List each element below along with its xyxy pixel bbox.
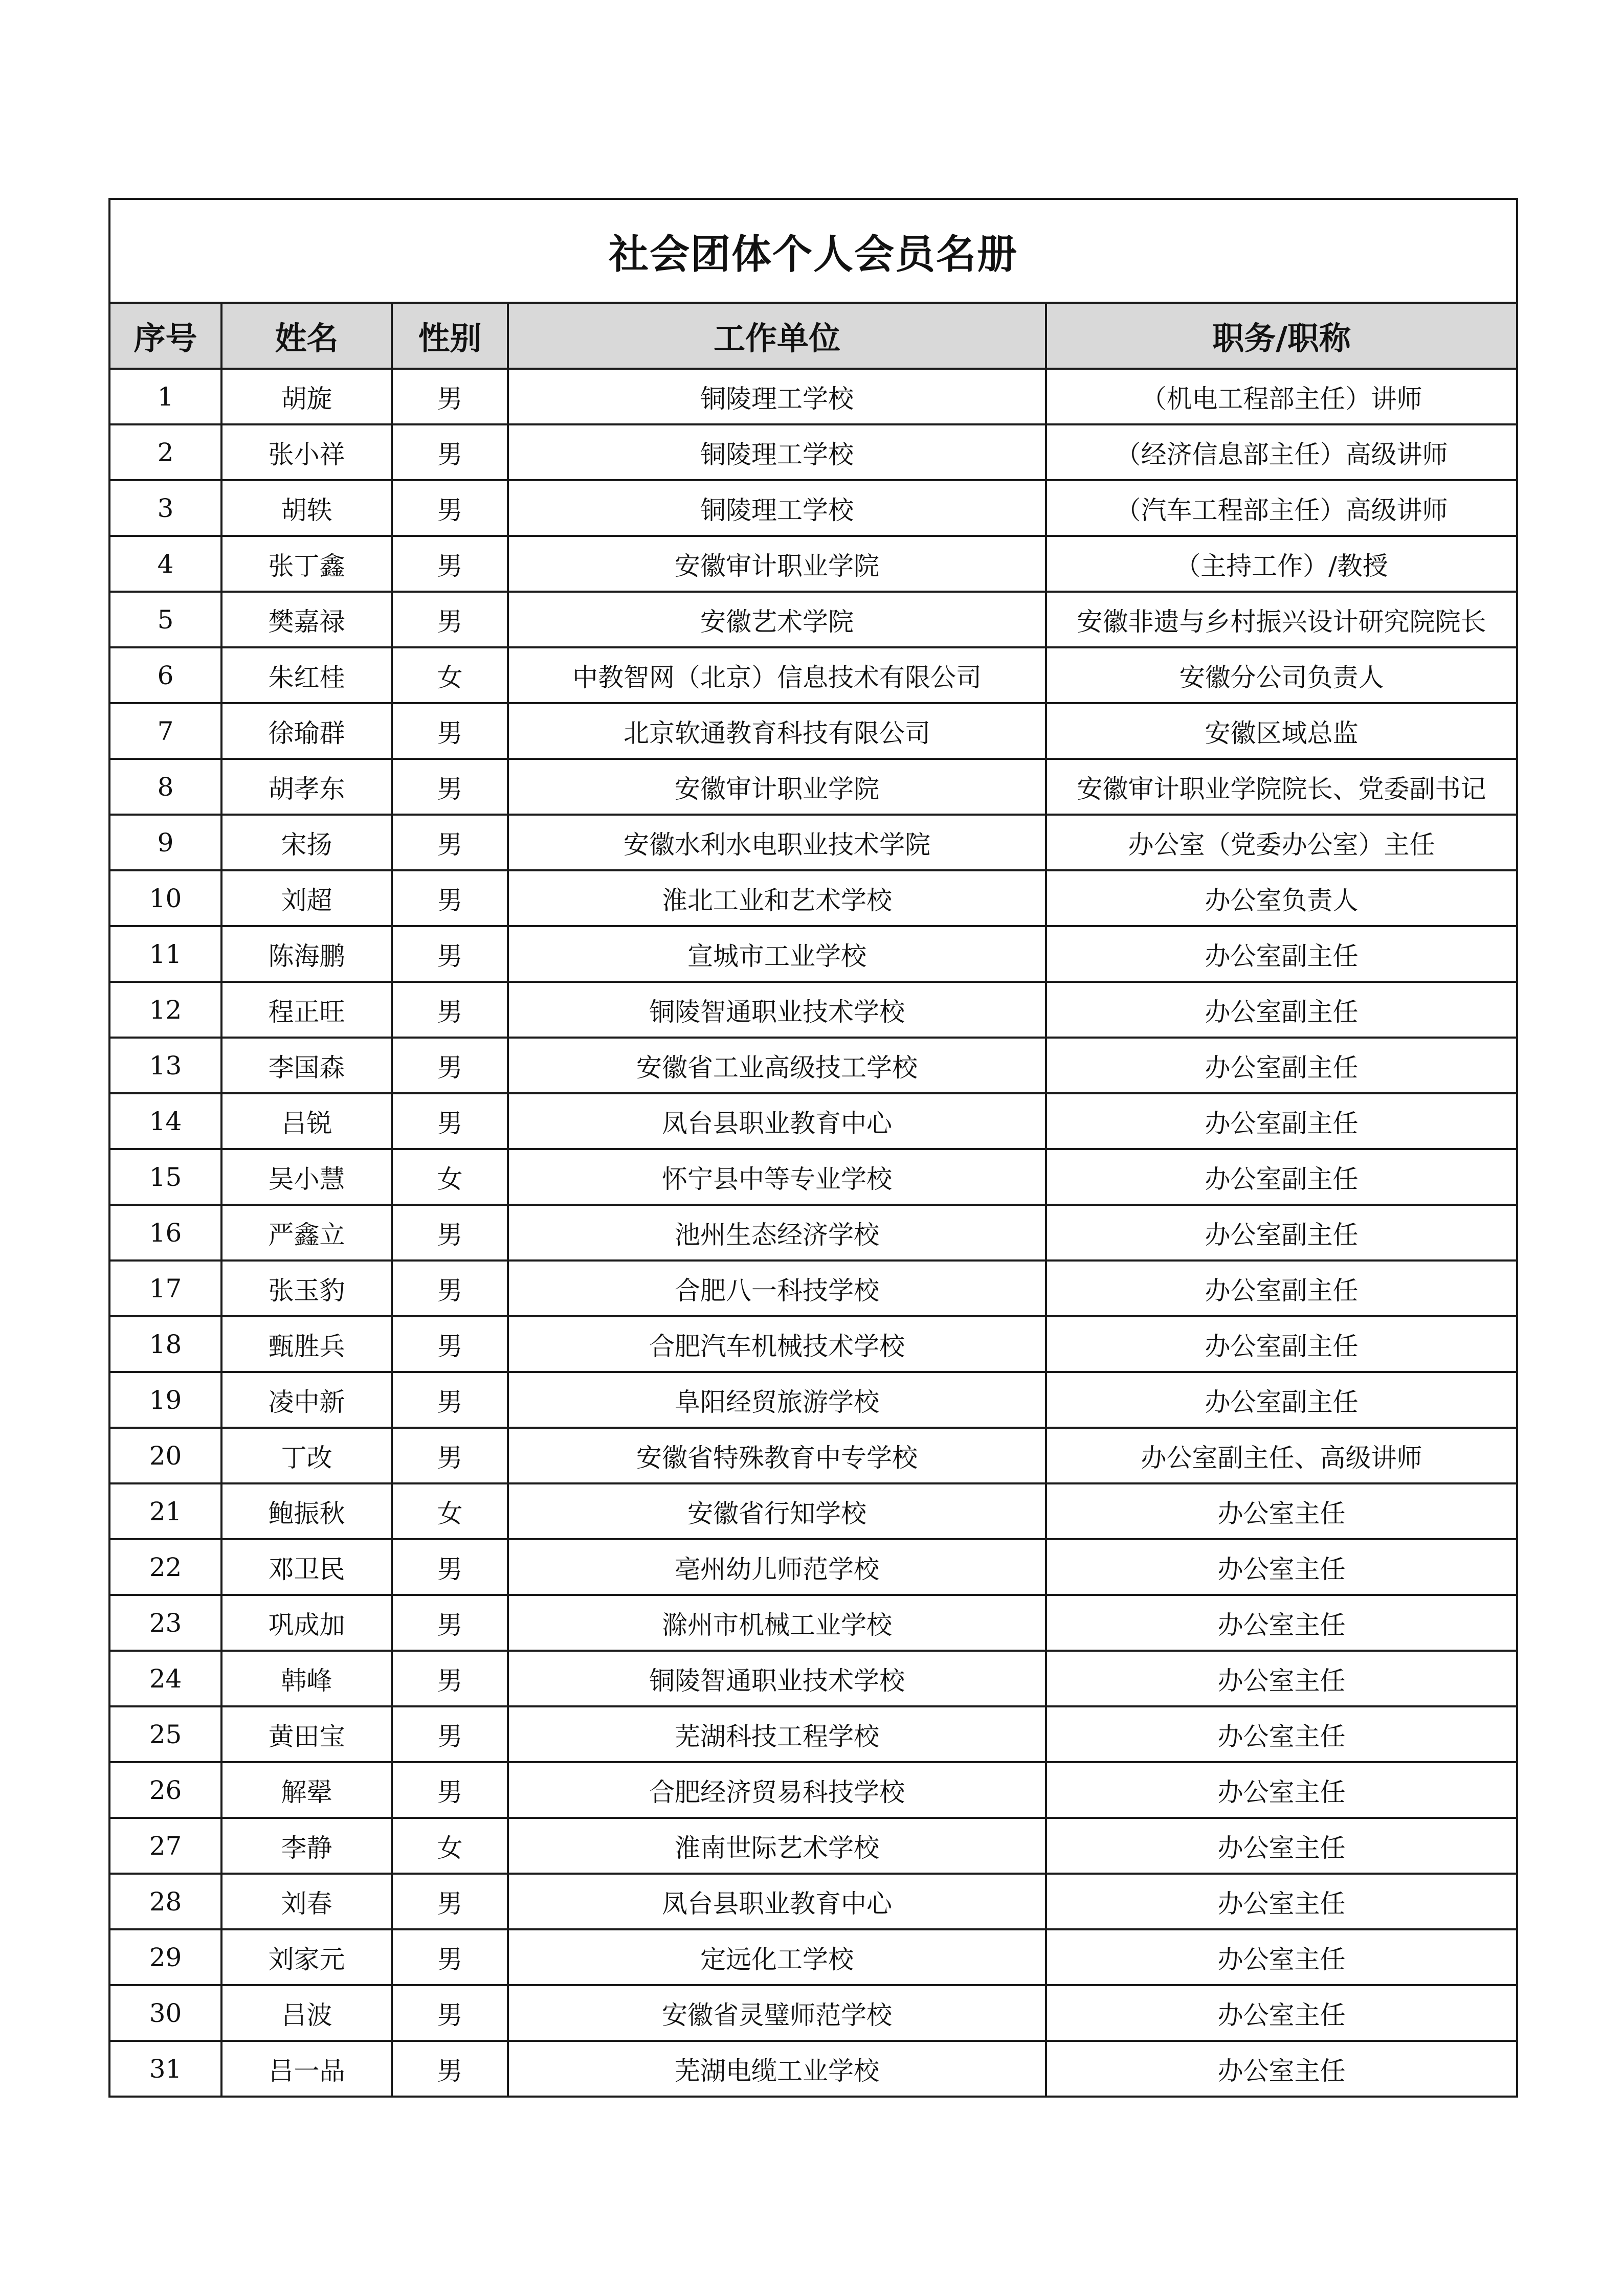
cell-number: 21 bbox=[109, 1483, 221, 1539]
table-row bbox=[109, 2041, 1517, 2097]
cell-number: 18 bbox=[109, 1316, 221, 1372]
cell-workplace: 淮南世际艺术学校 bbox=[508, 1818, 1046, 1874]
cell-name: 黄田宝 bbox=[221, 1706, 392, 1762]
cell-position: 办公室负责人 bbox=[1046, 870, 1517, 926]
cell-workplace: 亳州幼儿师范学校 bbox=[508, 1539, 1046, 1595]
cell-position: 办公室主任 bbox=[1046, 2041, 1517, 2097]
cell-position: （机电工程部主任）讲师 bbox=[1046, 369, 1517, 424]
cell-name: 丁改 bbox=[221, 1428, 392, 1483]
column-header-number: 序号 bbox=[109, 303, 221, 369]
cell-position: 安徽分公司负责人 bbox=[1046, 647, 1517, 703]
cell-gender: 男 bbox=[392, 982, 508, 1038]
table-row bbox=[109, 1985, 1517, 2041]
cell-name: 解翚 bbox=[221, 1762, 392, 1818]
cell-workplace: 凤台县职业教育中心 bbox=[508, 1874, 1046, 1929]
cell-position: 办公室副主任 bbox=[1046, 1260, 1517, 1316]
cell-workplace: 安徽省行知学校 bbox=[508, 1483, 1046, 1539]
cell-name: 胡旋 bbox=[221, 369, 392, 424]
cell-name: 徐瑜群 bbox=[221, 703, 392, 759]
cell-gender: 男 bbox=[392, 424, 508, 480]
cell-name: 樊嘉禄 bbox=[221, 592, 392, 647]
cell-gender: 男 bbox=[392, 1038, 508, 1093]
header-row bbox=[109, 303, 1517, 369]
roster-body bbox=[109, 369, 1517, 2097]
cell-workplace: 淮北工业和艺术学校 bbox=[508, 870, 1046, 926]
cell-name: 宋扬 bbox=[221, 815, 392, 870]
table-row bbox=[109, 592, 1517, 647]
cell-name: 韩峰 bbox=[221, 1651, 392, 1706]
cell-number: 24 bbox=[109, 1651, 221, 1706]
column-header-name: 姓名 bbox=[221, 303, 392, 369]
table-row bbox=[109, 647, 1517, 703]
cell-workplace: 合肥汽车机械技术学校 bbox=[508, 1316, 1046, 1372]
cell-gender: 女 bbox=[392, 1818, 508, 1874]
title-row bbox=[109, 199, 1517, 303]
table-row bbox=[109, 759, 1517, 815]
table-row bbox=[109, 1651, 1517, 1706]
table-row bbox=[109, 703, 1517, 759]
member-roster-table bbox=[108, 198, 1518, 2098]
cell-name: 张丁鑫 bbox=[221, 536, 392, 592]
cell-name: 吕锐 bbox=[221, 1093, 392, 1149]
cell-position: 办公室副主任 bbox=[1046, 1038, 1517, 1093]
cell-position: 办公室副主任 bbox=[1046, 1205, 1517, 1260]
cell-gender: 男 bbox=[392, 592, 508, 647]
cell-position: 安徽审计职业学院院长、党委副书记 bbox=[1046, 759, 1517, 815]
cell-number: 13 bbox=[109, 1038, 221, 1093]
cell-gender: 男 bbox=[392, 1316, 508, 1372]
cell-position: （汽车工程部主任）高级讲师 bbox=[1046, 480, 1517, 536]
table-row bbox=[109, 1372, 1517, 1428]
cell-number: 29 bbox=[109, 1929, 221, 1985]
cell-position: 安徽区域总监 bbox=[1046, 703, 1517, 759]
table-row bbox=[109, 1706, 1517, 1762]
table-title: 社会团体个人会员名册 bbox=[109, 199, 1517, 303]
cell-name: 刘家元 bbox=[221, 1929, 392, 1985]
cell-number: 4 bbox=[109, 536, 221, 592]
table-row bbox=[109, 1818, 1517, 1874]
table-row bbox=[109, 1038, 1517, 1093]
cell-gender: 男 bbox=[392, 1651, 508, 1706]
table-row bbox=[109, 1595, 1517, 1651]
cell-number: 6 bbox=[109, 647, 221, 703]
cell-position: 安徽非遗与乡村振兴设计研究院院长 bbox=[1046, 592, 1517, 647]
table-row bbox=[109, 536, 1517, 592]
cell-workplace: 合肥八一科技学校 bbox=[508, 1260, 1046, 1316]
cell-gender: 男 bbox=[392, 1372, 508, 1428]
cell-gender: 男 bbox=[392, 703, 508, 759]
cell-number: 14 bbox=[109, 1093, 221, 1149]
table-row bbox=[109, 815, 1517, 870]
cell-name: 甄胜兵 bbox=[221, 1316, 392, 1372]
cell-number: 17 bbox=[109, 1260, 221, 1316]
cell-workplace: 定远化工学校 bbox=[508, 1929, 1046, 1985]
cell-position: 办公室主任 bbox=[1046, 1539, 1517, 1595]
cell-workplace: 宣城市工业学校 bbox=[508, 926, 1046, 982]
cell-gender: 男 bbox=[392, 536, 508, 592]
cell-position: 办公室（党委办公室）主任 bbox=[1046, 815, 1517, 870]
cell-number: 10 bbox=[109, 870, 221, 926]
cell-position: 办公室主任 bbox=[1046, 1929, 1517, 1985]
cell-workplace: 铜陵智通职业技术学校 bbox=[508, 982, 1046, 1038]
cell-gender: 男 bbox=[392, 1929, 508, 1985]
cell-workplace: 芜湖电缆工业学校 bbox=[508, 2041, 1046, 2097]
cell-gender: 男 bbox=[392, 1539, 508, 1595]
cell-gender: 男 bbox=[392, 1428, 508, 1483]
cell-number: 3 bbox=[109, 480, 221, 536]
cell-position: （主持工作）/教授 bbox=[1046, 536, 1517, 592]
table-row bbox=[109, 870, 1517, 926]
cell-position: 办公室主任 bbox=[1046, 1706, 1517, 1762]
column-header-position: 职务/职称 bbox=[1046, 303, 1517, 369]
cell-workplace: 凤台县职业教育中心 bbox=[508, 1093, 1046, 1149]
cell-number: 25 bbox=[109, 1706, 221, 1762]
cell-position: 办公室副主任 bbox=[1046, 982, 1517, 1038]
table-row bbox=[109, 1874, 1517, 1929]
cell-name: 程正旺 bbox=[221, 982, 392, 1038]
cell-workplace: 安徽省工业高级技工学校 bbox=[508, 1038, 1046, 1093]
cell-workplace: 安徽水利水电职业技术学院 bbox=[508, 815, 1046, 870]
cell-gender: 男 bbox=[392, 480, 508, 536]
cell-number: 20 bbox=[109, 1428, 221, 1483]
cell-workplace: 铜陵理工学校 bbox=[508, 424, 1046, 480]
cell-name: 张玉豹 bbox=[221, 1260, 392, 1316]
cell-number: 23 bbox=[109, 1595, 221, 1651]
cell-gender: 女 bbox=[392, 647, 508, 703]
cell-gender: 男 bbox=[392, 369, 508, 424]
cell-position: 办公室主任 bbox=[1046, 1818, 1517, 1874]
cell-name: 李静 bbox=[221, 1818, 392, 1874]
cell-position: （经济信息部主任）高级讲师 bbox=[1046, 424, 1517, 480]
cell-workplace: 安徽艺术学院 bbox=[508, 592, 1046, 647]
cell-name: 刘春 bbox=[221, 1874, 392, 1929]
cell-gender: 男 bbox=[392, 1706, 508, 1762]
cell-workplace: 铜陵智通职业技术学校 bbox=[508, 1651, 1046, 1706]
table-row bbox=[109, 926, 1517, 982]
column-header-gender: 性别 bbox=[392, 303, 508, 369]
cell-gender: 男 bbox=[392, 1093, 508, 1149]
cell-gender: 女 bbox=[392, 1149, 508, 1205]
cell-position: 办公室主任 bbox=[1046, 1651, 1517, 1706]
cell-workplace: 滁州市机械工业学校 bbox=[508, 1595, 1046, 1651]
cell-gender: 女 bbox=[392, 1483, 508, 1539]
cell-name: 吕波 bbox=[221, 1985, 392, 2041]
cell-number: 15 bbox=[109, 1149, 221, 1205]
cell-number: 22 bbox=[109, 1539, 221, 1595]
cell-position: 办公室副主任 bbox=[1046, 1093, 1517, 1149]
cell-workplace: 合肥经济贸易科技学校 bbox=[508, 1762, 1046, 1818]
cell-workplace: 池州生态经济学校 bbox=[508, 1205, 1046, 1260]
cell-workplace: 安徽审计职业学院 bbox=[508, 759, 1046, 815]
cell-name: 吴小慧 bbox=[221, 1149, 392, 1205]
cell-gender: 男 bbox=[392, 1762, 508, 1818]
table-row bbox=[109, 1149, 1517, 1205]
cell-workplace: 中教智网（北京）信息技术有限公司 bbox=[508, 647, 1046, 703]
cell-name: 胡孝东 bbox=[221, 759, 392, 815]
cell-gender: 男 bbox=[392, 1595, 508, 1651]
cell-position: 办公室副主任 bbox=[1046, 1372, 1517, 1428]
table-row bbox=[109, 1316, 1517, 1372]
cell-name: 张小祥 bbox=[221, 424, 392, 480]
cell-position: 办公室副主任 bbox=[1046, 1316, 1517, 1372]
cell-number: 1 bbox=[109, 369, 221, 424]
cell-number: 7 bbox=[109, 703, 221, 759]
cell-workplace: 北京软通教育科技有限公司 bbox=[508, 703, 1046, 759]
table-row bbox=[109, 1539, 1517, 1595]
table-row bbox=[109, 1762, 1517, 1818]
cell-gender: 男 bbox=[392, 1205, 508, 1260]
table-row bbox=[109, 424, 1517, 480]
cell-name: 鲍振秋 bbox=[221, 1483, 392, 1539]
cell-number: 2 bbox=[109, 424, 221, 480]
cell-gender: 男 bbox=[392, 815, 508, 870]
cell-name: 吕一品 bbox=[221, 2041, 392, 2097]
cell-name: 胡轶 bbox=[221, 480, 392, 536]
cell-number: 30 bbox=[109, 1985, 221, 2041]
table-row bbox=[109, 982, 1517, 1038]
cell-number: 16 bbox=[109, 1205, 221, 1260]
cell-position: 办公室副主任 bbox=[1046, 1149, 1517, 1205]
cell-number: 31 bbox=[109, 2041, 221, 2097]
cell-name: 李国森 bbox=[221, 1038, 392, 1093]
cell-position: 办公室主任 bbox=[1046, 1985, 1517, 2041]
cell-gender: 男 bbox=[392, 1874, 508, 1929]
cell-gender: 男 bbox=[392, 759, 508, 815]
cell-workplace: 安徽审计职业学院 bbox=[508, 536, 1046, 592]
table-row bbox=[109, 480, 1517, 536]
cell-workplace: 铜陵理工学校 bbox=[508, 369, 1046, 424]
cell-name: 陈海鹏 bbox=[221, 926, 392, 982]
cell-position: 办公室副主任、高级讲师 bbox=[1046, 1428, 1517, 1483]
cell-number: 12 bbox=[109, 982, 221, 1038]
cell-name: 邓卫民 bbox=[221, 1539, 392, 1595]
cell-gender: 男 bbox=[392, 2041, 508, 2097]
table-row bbox=[109, 1093, 1517, 1149]
table-row bbox=[109, 1428, 1517, 1483]
cell-workplace: 怀宁县中等专业学校 bbox=[508, 1149, 1046, 1205]
cell-gender: 男 bbox=[392, 926, 508, 982]
table-row bbox=[109, 1205, 1517, 1260]
table-row bbox=[109, 369, 1517, 424]
cell-position: 办公室主任 bbox=[1046, 1483, 1517, 1539]
cell-name: 朱红桂 bbox=[221, 647, 392, 703]
cell-workplace: 安徽省特殊教育中专学校 bbox=[508, 1428, 1046, 1483]
cell-number: 27 bbox=[109, 1818, 221, 1874]
cell-number: 28 bbox=[109, 1874, 221, 1929]
cell-number: 19 bbox=[109, 1372, 221, 1428]
cell-workplace: 安徽省灵璧师范学校 bbox=[508, 1985, 1046, 2041]
cell-name: 凌中新 bbox=[221, 1372, 392, 1428]
cell-position: 办公室副主任 bbox=[1046, 926, 1517, 982]
table-row bbox=[109, 1483, 1517, 1539]
cell-workplace: 铜陵理工学校 bbox=[508, 480, 1046, 536]
cell-workplace: 阜阳经贸旅游学校 bbox=[508, 1372, 1046, 1428]
cell-number: 5 bbox=[109, 592, 221, 647]
cell-position: 办公室主任 bbox=[1046, 1874, 1517, 1929]
cell-number: 9 bbox=[109, 815, 221, 870]
table-row bbox=[109, 1260, 1517, 1316]
cell-gender: 男 bbox=[392, 1985, 508, 2041]
cell-number: 26 bbox=[109, 1762, 221, 1818]
table-row bbox=[109, 1929, 1517, 1985]
cell-number: 11 bbox=[109, 926, 221, 982]
cell-name: 巩成加 bbox=[221, 1595, 392, 1651]
cell-position: 办公室主任 bbox=[1046, 1595, 1517, 1651]
cell-gender: 男 bbox=[392, 870, 508, 926]
cell-name: 刘超 bbox=[221, 870, 392, 926]
cell-name: 严鑫立 bbox=[221, 1205, 392, 1260]
column-header-workplace: 工作单位 bbox=[508, 303, 1046, 369]
cell-gender: 男 bbox=[392, 1260, 508, 1316]
cell-number: 8 bbox=[109, 759, 221, 815]
cell-position: 办公室主任 bbox=[1046, 1762, 1517, 1818]
cell-workplace: 芜湖科技工程学校 bbox=[508, 1706, 1046, 1762]
